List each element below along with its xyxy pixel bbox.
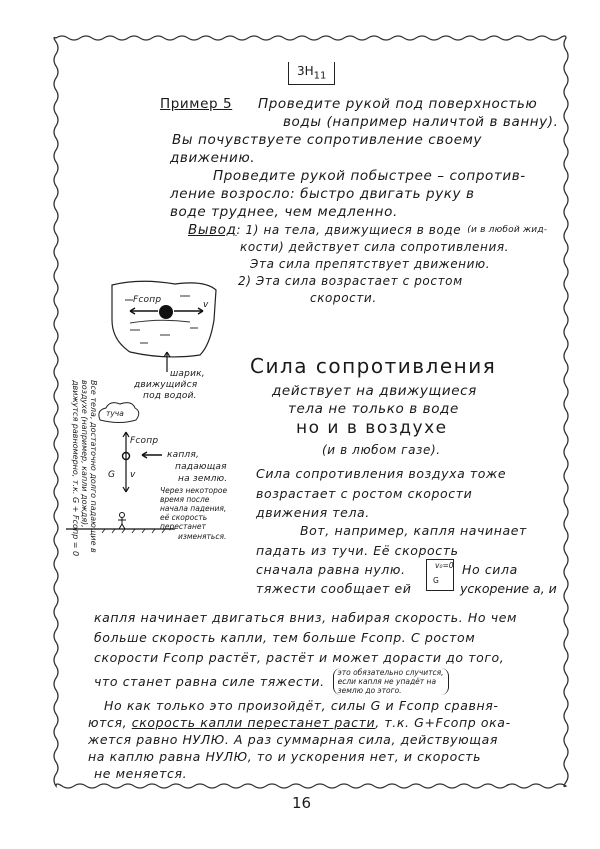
text-line: [88, 715, 511, 731]
resist-force-label: Fсопр: [130, 436, 159, 446]
text-line: Проведите рукой под поверхностью: [258, 96, 538, 112]
text-line: Сила сопротивления воздуха тоже: [256, 466, 507, 481]
gravity-label: G: [433, 576, 439, 585]
text-fragment: , т.к. G+Fсопр ока-: [375, 715, 511, 730]
text-line: тяжести сообщает ей: [256, 581, 412, 596]
note-line: землю до этого.: [337, 686, 402, 695]
vertical-side-note: Все тела, достаточно долго падающие в воздухе (например, капли дождя), движутся равномерно, т.к. G + Fсопр = 0: [71, 380, 98, 557]
water-outline: [112, 281, 216, 357]
text-line: ускорение a, и: [460, 581, 557, 596]
text-line: ление возросло: быстро двигать руку в: [170, 186, 475, 202]
text-line: падать из тучи. Её скорость: [256, 543, 459, 558]
text-line: жется равно НУЛЮ. А раз суммарная сила, действующая: [88, 732, 499, 747]
resist-force-label: Fсопр: [133, 295, 162, 305]
text-line: воды (например наличтой в ванну).: [283, 114, 559, 130]
text-line: Проведите рукой побыстрее – сопротив-: [213, 168, 526, 184]
person-icon: [118, 513, 126, 530]
drop-note: начала падения,: [160, 504, 227, 513]
example-label: Пример 5: [160, 96, 233, 112]
velocity-label: v: [130, 470, 136, 480]
key-statement: скорость капли перестанет расти: [131, 715, 376, 730]
drop-note: изменяться.: [178, 532, 227, 541]
ball: [159, 305, 173, 319]
drop-caption: капля,: [167, 450, 200, 460]
page-code-text: 3H: [297, 64, 314, 78]
page-number: 16: [292, 794, 312, 812]
drop-note: её скорость: [160, 513, 208, 522]
text-line: что станет равна силе тяжести.: [94, 674, 325, 689]
text-line: не меняется.: [94, 766, 188, 781]
initial-velocity-label: v₀=0: [435, 561, 454, 570]
text-line: скорости Fсопр растёт, растёт и может дорасти до того,: [94, 650, 505, 665]
text-line: кости) действует сила сопротивления.: [240, 240, 510, 254]
text-line: скорости.: [310, 291, 377, 305]
text-row-with-note: [94, 668, 449, 695]
drop-note: время после: [160, 495, 210, 504]
air-title: Сила сопротивления: [250, 354, 497, 378]
text-line: возрастает с ростом скорости: [256, 486, 473, 501]
text-line: но и в воздухе: [296, 418, 448, 438]
text-fragment: ются,: [88, 715, 132, 730]
text-line: сначала равна нулю.: [256, 562, 406, 577]
text-line: : 1) на тела, движущиеся в воде: [236, 223, 462, 237]
text-line: тела не только в воде: [288, 401, 459, 417]
text-line: воде труднее, чем медленно.: [170, 204, 398, 220]
ball-caption: движущийся: [134, 380, 198, 390]
text-line: Эта сила препятствует движению.: [250, 257, 491, 271]
drop-caption: на землю.: [178, 474, 228, 484]
text-line: Но как только это произойдёт, силы G и Fсопр сравня-: [104, 698, 499, 713]
note-line: если капля не упадёт на: [337, 677, 437, 686]
cloud-label: туча: [106, 409, 124, 418]
ball-caption: под водой.: [143, 391, 197, 401]
velocity-label: v: [203, 300, 209, 310]
text-line: капля начинает двигаться вниз, набирая скорость. Но чем: [94, 610, 518, 625]
text-line: Вот, например, капля начинает: [300, 523, 527, 538]
drop-note: перестанет: [160, 522, 206, 531]
text-line: (и в любой жид-: [467, 225, 548, 235]
drop-caption: падающая: [175, 462, 227, 472]
text-line: Вы почувствуете сопротивление своему: [172, 132, 482, 148]
text-line: на каплю равна НУЛЮ, то и ускорения нет, и скорость: [88, 749, 482, 764]
ball-caption: шарик,: [170, 369, 205, 379]
parenthetical-note: [333, 668, 449, 695]
text-line: действует на движущиеся: [272, 383, 477, 399]
text-line: 2) Эта сила возрастает с ростом: [238, 274, 463, 288]
gravity-label: G: [108, 470, 116, 480]
text-line: движения тела.: [256, 505, 370, 520]
page-code-sub: 11: [313, 70, 327, 82]
conclusion-label: Вывод: [188, 222, 237, 238]
text-line: Но сила: [462, 562, 518, 577]
text-line: больше скорость капли, тем больше Fсопр. С ростом: [94, 630, 476, 645]
drop-note: Через некоторое: [160, 486, 228, 495]
note-line: это обязательно случится,: [337, 668, 444, 677]
text-line: движению.: [170, 150, 256, 166]
drop-diagram-box: [426, 559, 454, 591]
text-line: (и в любом газе).: [322, 443, 441, 457]
